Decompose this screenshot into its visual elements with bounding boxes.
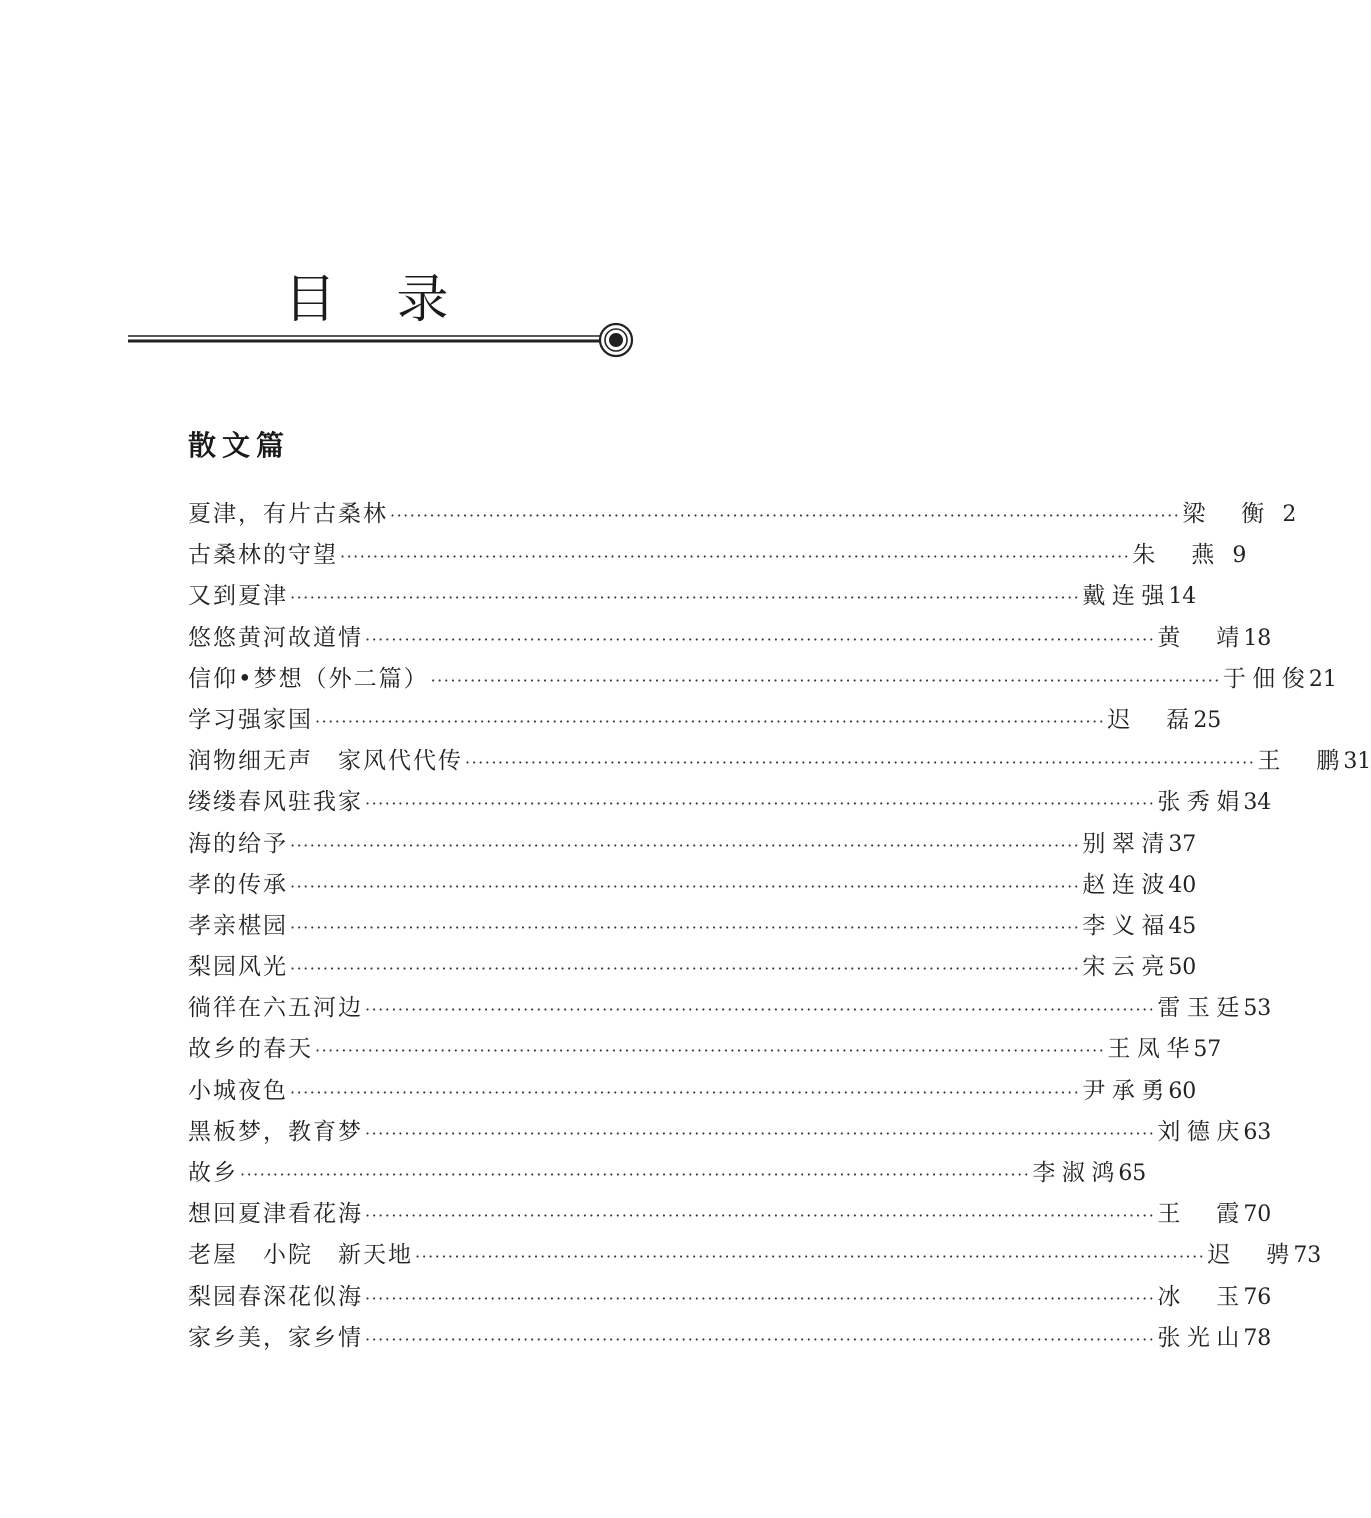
toc-leader-dots: ························································································································ — [290, 835, 1081, 855]
toc-entry-page: 60 — [1168, 1078, 1197, 1104]
toc-entry-author: 张光山 — [1157, 1324, 1240, 1351]
toc-entry-page: 53 — [1243, 996, 1272, 1022]
toc-entry-author: 冰 玉 — [1157, 1283, 1240, 1310]
toc-leader-dots: ························································································································ — [315, 711, 1106, 731]
toc-entry-page: 31 — [1343, 749, 1371, 775]
toc-entry-author: 李淑鸿 — [1032, 1160, 1115, 1186]
toc-entry-author: 李义福 — [1082, 912, 1165, 939]
toc-entry — [188, 1029, 1222, 1070]
toc-entry-page: 40 — [1168, 872, 1197, 898]
toc-entry — [188, 659, 1337, 700]
toc-entry-author: 于佃俊 — [1222, 665, 1305, 692]
toc-entry-title: 故乡的春天 — [188, 1036, 313, 1063]
toc-entry-page: 37 — [1168, 831, 1197, 857]
toc-entry — [188, 988, 1272, 1029]
toc-entry-author: 刘德庆 — [1157, 1118, 1240, 1145]
toc-leader-dots: ························································································································ — [290, 959, 1081, 979]
toc-entry — [188, 576, 1197, 617]
toc-entry-page: 14 — [1168, 584, 1197, 610]
toc-entry-title: 润物细无声 家风代代传 — [188, 748, 463, 775]
toc-entry-title: 学习强家国 — [188, 706, 313, 733]
toc-leader-dots: ························································································································ — [390, 506, 1181, 525]
toc-leader-dots: ························································································································ — [465, 753, 1256, 773]
toc-leader-dots: ························································································································ — [240, 1165, 1031, 1184]
toc-entry-page: 21 — [1308, 666, 1337, 692]
toc-entry-page: 65 — [1118, 1161, 1147, 1186]
toc-leader-dots: ························································································································ — [365, 1288, 1156, 1308]
toc-entry-title: 悠悠黄河故道情 — [188, 624, 363, 651]
toc-entry-author: 王 霞 — [1157, 1201, 1240, 1228]
toc-entry-author: 尹承勇 — [1082, 1077, 1165, 1104]
toc-entry-author: 别翠清 — [1082, 830, 1165, 857]
toc-entry-author: 赵连波 — [1082, 871, 1165, 898]
toc-entry — [188, 1153, 1147, 1194]
toc-entry-title: 孝的传承 — [188, 871, 288, 898]
toc-entry — [188, 1194, 1272, 1235]
toc-leader-dots: ························································································································ — [340, 547, 1131, 567]
toc-entry-page: 78 — [1243, 1325, 1272, 1351]
toc-entry-title: 故乡 — [188, 1160, 238, 1186]
toc-leader-dots: ························································································································ — [290, 917, 1081, 937]
toc-entry-page: 76 — [1243, 1284, 1272, 1310]
toc-leader-dots: ························································································································ — [365, 629, 1156, 649]
toc-entry-page: 73 — [1293, 1243, 1322, 1269]
toc-entry — [188, 1277, 1272, 1318]
toc-entry — [188, 741, 1371, 782]
toc-leader-dots: ························································································································ — [290, 1082, 1081, 1102]
toc-entry-title: 信仰•梦想（外二篇） — [188, 665, 429, 692]
toc-entry-title: 黑板梦，教育梦 — [188, 1118, 363, 1145]
toc-entry-author: 王凤华 — [1107, 1036, 1190, 1063]
toc-entry-page: 57 — [1193, 1037, 1222, 1063]
toc-entry-title: 又到夏津 — [188, 583, 288, 610]
toc-entry-page: 34 — [1243, 790, 1272, 816]
toc-entry-title: 孝亲椹园 — [188, 912, 288, 939]
toc-entry-author: 黄 靖 — [1157, 624, 1240, 651]
toc-entry — [188, 1235, 1322, 1276]
toc-leader-dots: ························································································································ — [290, 876, 1081, 896]
toc-entry-author: 迟 磊 — [1107, 706, 1190, 733]
toc-entry-author: 梁 衡 — [1182, 501, 1265, 527]
toc-entry-title: 缕缕春风驻我家 — [188, 789, 363, 816]
toc-entry-page: 25 — [1193, 707, 1222, 733]
toc-entry-page: 50 — [1168, 955, 1197, 981]
toc-entry — [188, 947, 1197, 988]
toc-entry — [188, 1318, 1272, 1359]
table-of-contents — [188, 494, 1371, 1359]
toc-leader-dots: ························································································································ — [415, 1247, 1206, 1267]
toc-leader-dots: ························································································································ — [365, 1206, 1156, 1226]
toc-entry-title: 梨园春深花似海 — [188, 1283, 363, 1310]
toc-entry-title: 海的给予 — [188, 830, 288, 857]
page-title: 目 录 — [284, 270, 471, 330]
toc-entry-page: 18 — [1243, 625, 1272, 651]
toc-entry — [188, 906, 1197, 947]
toc-entry — [188, 782, 1272, 823]
toc-leader-dots: ························································································································ — [315, 1041, 1106, 1061]
toc-entry-title: 老屋 小院 新天地 — [188, 1242, 413, 1269]
toc-entry — [188, 700, 1222, 741]
toc-entry — [188, 1112, 1272, 1153]
toc-entry — [188, 494, 1297, 535]
toc-entry-page: 70 — [1243, 1202, 1272, 1228]
section-title: 散文篇 — [188, 429, 291, 462]
toc-entry-author: 朱 燕 — [1132, 542, 1215, 569]
toc-entry-page: 2 — [1282, 502, 1297, 527]
toc-leader-dots: ························································································································ — [365, 1329, 1156, 1349]
toc-entry-author: 迟 骋 — [1207, 1242, 1290, 1269]
toc-entry — [188, 824, 1197, 865]
toc-entry-author: 王 鹏 — [1257, 748, 1340, 775]
title-underline-ornament — [128, 318, 638, 362]
toc-entry-title: 家乡美，家乡情 — [188, 1324, 363, 1351]
toc-entry — [188, 535, 1247, 576]
toc-entry-author: 张秀娟 — [1157, 789, 1240, 816]
toc-leader-dots: ························································································································ — [365, 1123, 1156, 1143]
toc-entry-title: 徜徉在六五河边 — [188, 995, 363, 1022]
toc-entry-title: 小城夜色 — [188, 1077, 288, 1104]
toc-entry-title: 夏津，有片古桑林 — [188, 501, 388, 527]
toc-entry-page: 63 — [1243, 1119, 1272, 1145]
toc-leader-dots: ························································································································ — [290, 588, 1081, 608]
toc-entry-author: 戴连强 — [1082, 583, 1165, 610]
toc-entry-author: 雷玉廷 — [1157, 995, 1240, 1022]
toc-leader-dots: ························································································································ — [365, 1000, 1156, 1020]
toc-entry — [188, 865, 1197, 906]
toc-entry — [188, 1071, 1197, 1112]
toc-leader-dots: ························································································································ — [430, 670, 1221, 690]
toc-entry-title: 古桑林的守望 — [188, 542, 338, 569]
toc-entry-title: 想回夏津看花海 — [188, 1201, 363, 1228]
toc-leader-dots: ························································································································ — [365, 794, 1156, 814]
toc-entry-title: 梨园风光 — [188, 954, 288, 981]
toc-entry — [188, 618, 1272, 659]
toc-entry-page: 45 — [1168, 913, 1197, 939]
toc-entry-author: 宋云亮 — [1082, 954, 1165, 981]
toc-entry-page: 9 — [1232, 543, 1247, 569]
